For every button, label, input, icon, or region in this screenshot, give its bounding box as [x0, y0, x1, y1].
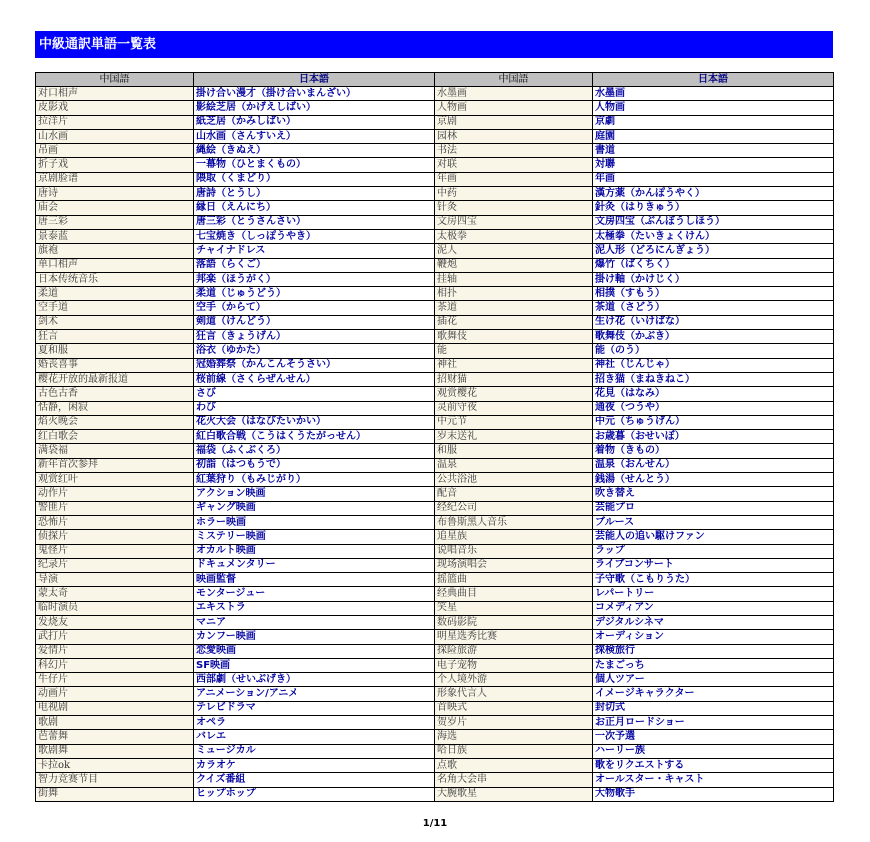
- japanese-term-cell: 邦楽（ほうがく）: [194, 272, 435, 286]
- japanese-term-cell: お正月ロードショー: [593, 716, 834, 730]
- japanese-term-cell: 落語（らくご）: [194, 258, 435, 272]
- table-row: [36, 615, 834, 629]
- japanese-term-cell: 人物画: [593, 101, 834, 115]
- japanese-term-cell: 銭湯（せんとう）: [593, 473, 834, 487]
- chinese-term-cell: 摇篮曲: [435, 573, 593, 587]
- chinese-term-cell: 大腕歌星: [435, 787, 593, 801]
- chinese-term-cell: 樱花开放的最新报道: [36, 372, 194, 386]
- japanese-term-cell: 浴衣（ゆかた）: [194, 344, 435, 358]
- chinese-term-cell: 相扑: [435, 287, 593, 301]
- chinese-term-cell: 招财猫: [435, 372, 593, 386]
- chinese-term-cell: 武打片: [36, 630, 194, 644]
- header-japanese-1: 日本語: [194, 73, 435, 87]
- japanese-term-cell: 山水画（さんすいえ）: [194, 129, 435, 143]
- japanese-term-cell: 子守歌（こもりうた）: [593, 573, 834, 587]
- chinese-term-cell: 哈日族: [435, 744, 593, 758]
- chinese-term-cell: 配音: [435, 487, 593, 501]
- table-row: [36, 773, 834, 787]
- chinese-term-cell: 新年首次参拜: [36, 458, 194, 472]
- chinese-term-cell: 拉洋片: [36, 115, 194, 129]
- table-row: [36, 315, 834, 329]
- table-row: [36, 544, 834, 558]
- chinese-term-cell: 观赏红叶: [36, 473, 194, 487]
- table-row: [36, 330, 834, 344]
- japanese-term-cell: 掛け合い漫才（掛け合いまんざい）: [194, 87, 435, 101]
- japanese-term-cell: オールスター・キャスト: [593, 773, 834, 787]
- chinese-term-cell: 芭蕾舞: [36, 730, 194, 744]
- japanese-term-cell: 相撲（すもう）: [593, 287, 834, 301]
- chinese-term-cell: 形象代言人: [435, 687, 593, 701]
- table-row: [36, 158, 834, 172]
- japanese-term-cell: エキストラ: [194, 601, 435, 615]
- table-row: [36, 658, 834, 672]
- table-row: [36, 558, 834, 572]
- japanese-term-cell: カンフー映画: [194, 630, 435, 644]
- table-row: [36, 716, 834, 730]
- table-row: [36, 387, 834, 401]
- japanese-term-cell: お歳暮（おせいぼ）: [593, 430, 834, 444]
- chinese-term-cell: 首映式: [435, 701, 593, 715]
- japanese-term-cell: オカルト映画: [194, 544, 435, 558]
- japanese-term-cell: 花火大会（はなびたいかい）: [194, 415, 435, 429]
- chinese-term-cell: 皮影戏: [36, 101, 194, 115]
- chinese-term-cell: 动作片: [36, 487, 194, 501]
- japanese-term-cell: 紙芝居（かみしばい）: [194, 115, 435, 129]
- japanese-term-cell: 漢方薬（かんぽうやく）: [593, 187, 834, 201]
- chinese-term-cell: 侦探片: [36, 530, 194, 544]
- chinese-term-cell: 经纪公司: [435, 501, 593, 515]
- chinese-term-cell: 京剧脸谱: [36, 172, 194, 186]
- chinese-term-cell: 点歌: [435, 758, 593, 772]
- table-row: [36, 272, 834, 286]
- japanese-term-cell: レパートリー: [593, 587, 834, 601]
- chinese-term-cell: 水墨画: [435, 87, 593, 101]
- vocabulary-table: [35, 72, 834, 802]
- chinese-term-cell: 歌剧: [36, 716, 194, 730]
- japanese-term-cell: 水墨画: [593, 87, 834, 101]
- chinese-term-cell: 和服: [435, 444, 593, 458]
- chinese-term-cell: 对口相声: [36, 87, 194, 101]
- chinese-term-cell: 书法: [435, 144, 593, 158]
- chinese-term-cell: 红白歌会: [36, 430, 194, 444]
- chinese-term-cell: 园林: [435, 129, 593, 143]
- chinese-term-cell: 唐三彩: [36, 215, 194, 229]
- table-row: [36, 215, 834, 229]
- japanese-term-cell: ハーリー族: [593, 744, 834, 758]
- japanese-term-cell: 花見（はなみ）: [593, 387, 834, 401]
- japanese-term-cell: 針灸（はりきゅう）: [593, 201, 834, 215]
- chinese-term-cell: 海选: [435, 730, 593, 744]
- table-row: [36, 87, 834, 101]
- chinese-term-cell: 笑星: [435, 601, 593, 615]
- table-row: [36, 587, 834, 601]
- table-body: [36, 87, 834, 802]
- chinese-term-cell: 茶道: [435, 301, 593, 315]
- japanese-term-cell: わび: [194, 401, 435, 415]
- chinese-term-cell: 说唱音乐: [435, 544, 593, 558]
- japanese-term-cell: イメージキャラクター: [593, 687, 834, 701]
- japanese-term-cell: アクション映画: [194, 487, 435, 501]
- japanese-term-cell: 吹き替え: [593, 487, 834, 501]
- japanese-term-cell: ミュージカル: [194, 744, 435, 758]
- chinese-term-cell: 发烧友: [36, 615, 194, 629]
- japanese-term-cell: 個人ツアー: [593, 673, 834, 687]
- japanese-term-cell: 芸能プロ: [593, 501, 834, 515]
- chinese-term-cell: 神社: [435, 358, 593, 372]
- japanese-term-cell: 初詣（はつもうで）: [194, 458, 435, 472]
- chinese-term-cell: 爱情片: [36, 644, 194, 658]
- chinese-term-cell: 观赏樱花: [435, 387, 593, 401]
- table-row: [36, 201, 834, 215]
- table-row: [36, 444, 834, 458]
- chinese-term-cell: 折子戏: [36, 158, 194, 172]
- chinese-term-cell: 太极拳: [435, 229, 593, 243]
- chinese-term-cell: 探险旅游: [435, 644, 593, 658]
- table-row: [36, 458, 834, 472]
- japanese-term-cell: 能（のう）: [593, 344, 834, 358]
- chinese-term-cell: 鬼怪片: [36, 544, 194, 558]
- japanese-term-cell: 芸能人の追い駆けファン: [593, 530, 834, 544]
- table-row: [36, 630, 834, 644]
- japanese-term-cell: 冠婚葬祭（かんこんそうさい）: [194, 358, 435, 372]
- japanese-term-cell: 狂言（きょうげん）: [194, 330, 435, 344]
- table-row: [36, 115, 834, 129]
- japanese-term-cell: 桜前線（さくらぜんせん）: [194, 372, 435, 386]
- chinese-term-cell: 对联: [435, 158, 593, 172]
- chinese-term-cell: 公共浴池: [435, 473, 593, 487]
- header-japanese-2: 日本語: [593, 73, 834, 87]
- japanese-term-cell: 影絵芝居（かげえしばい）: [194, 101, 435, 115]
- chinese-term-cell: 科幻片: [36, 658, 194, 672]
- chinese-term-cell: 婚丧喜事: [36, 358, 194, 372]
- japanese-term-cell: たまごっち: [593, 658, 834, 672]
- japanese-term-cell: 唐三彩（とうさんさい）: [194, 215, 435, 229]
- chinese-term-cell: 年画: [435, 172, 593, 186]
- japanese-term-cell: ドキュメンタリー: [194, 558, 435, 572]
- japanese-term-cell: 紅白歌合戦（こうはくうたがっせん）: [194, 430, 435, 444]
- table-row: [36, 129, 834, 143]
- chinese-term-cell: 名角大会串: [435, 773, 593, 787]
- japanese-term-cell: 恋愛映画: [194, 644, 435, 658]
- chinese-term-cell: 庙会: [36, 201, 194, 215]
- japanese-term-cell: ラップ: [593, 544, 834, 558]
- chinese-term-cell: 夏和服: [36, 344, 194, 358]
- chinese-term-cell: 恐怖片: [36, 515, 194, 529]
- chinese-term-cell: 针灸: [435, 201, 593, 215]
- table-row: [36, 144, 834, 158]
- japanese-term-cell: ギャング映画: [194, 501, 435, 515]
- japanese-term-cell: 七宝焼き（しっぽうやき）: [194, 229, 435, 243]
- japanese-term-cell: 神社（じんじゃ）: [593, 358, 834, 372]
- japanese-term-cell: 爆竹（ばくちく）: [593, 258, 834, 272]
- japanese-term-cell: ライブコンサート: [593, 558, 834, 572]
- chinese-term-cell: 中药: [435, 187, 593, 201]
- chinese-term-cell: 岁末送礼: [435, 430, 593, 444]
- chinese-term-cell: 灵前守夜: [435, 401, 593, 415]
- table-row: [36, 744, 834, 758]
- chinese-term-cell: 警匪片: [36, 501, 194, 515]
- chinese-term-cell: 空手道: [36, 301, 194, 315]
- chinese-term-cell: 街舞: [36, 787, 194, 801]
- japanese-term-cell: オペラ: [194, 716, 435, 730]
- chinese-term-cell: 追星族: [435, 530, 593, 544]
- chinese-term-cell: 电子宠物: [435, 658, 593, 672]
- japanese-term-cell: ホラー映画: [194, 515, 435, 529]
- table-row: [36, 473, 834, 487]
- table-row: [36, 601, 834, 615]
- header-chinese-1: 中国語: [36, 73, 194, 87]
- japanese-term-cell: 文房四宝（ぶんぼうしほう）: [593, 215, 834, 229]
- japanese-term-cell: バレエ: [194, 730, 435, 744]
- table-row: [36, 287, 834, 301]
- japanese-term-cell: 縁日（えんにち）: [194, 201, 435, 215]
- chinese-term-cell: 剑术: [36, 315, 194, 329]
- chinese-term-cell: 纪录片: [36, 558, 194, 572]
- chinese-term-cell: 数码影院: [435, 615, 593, 629]
- japanese-term-cell: 太極拳（たいきょくけん）: [593, 229, 834, 243]
- chinese-term-cell: 温泉: [435, 458, 593, 472]
- header-chinese-2: 中国語: [435, 73, 593, 87]
- japanese-term-cell: デジタルシネマ: [593, 615, 834, 629]
- japanese-term-cell: 封切式: [593, 701, 834, 715]
- chinese-term-cell: 明星选秀比赛: [435, 630, 593, 644]
- japanese-term-cell: 庭園: [593, 129, 834, 143]
- japanese-term-cell: 西部劇（せいぶげき）: [194, 673, 435, 687]
- chinese-term-cell: 山水画: [36, 129, 194, 143]
- chinese-term-cell: 歌剧舞: [36, 744, 194, 758]
- japanese-term-cell: 京劇: [593, 115, 834, 129]
- table-row: [36, 758, 834, 772]
- table-row: [36, 730, 834, 744]
- japanese-term-cell: ヒップホップ: [194, 787, 435, 801]
- japanese-term-cell: カラオケ: [194, 758, 435, 772]
- chinese-term-cell: 焰火晚会: [36, 415, 194, 429]
- table-header-row: [36, 73, 834, 87]
- japanese-term-cell: SF映画: [194, 658, 435, 672]
- table-row: [36, 501, 834, 515]
- japanese-term-cell: マニア: [194, 615, 435, 629]
- chinese-term-cell: 导演: [36, 573, 194, 587]
- japanese-term-cell: 映画監督: [194, 573, 435, 587]
- japanese-term-cell: テレビドラマ: [194, 701, 435, 715]
- table-row: [36, 530, 834, 544]
- chinese-term-cell: 狂言: [36, 330, 194, 344]
- chinese-term-cell: 卡拉ok: [36, 758, 194, 772]
- japanese-term-cell: 通夜（つうや）: [593, 401, 834, 415]
- japanese-term-cell: 掛け軸（かけじく）: [593, 272, 834, 286]
- japanese-term-cell: チャイナドレス: [194, 244, 435, 258]
- japanese-term-cell: 招き猫（まねきねこ）: [593, 372, 834, 386]
- chinese-term-cell: 布鲁斯黑人音乐: [435, 515, 593, 529]
- japanese-term-cell: 歌舞伎（かぶき）: [593, 330, 834, 344]
- table-row: [36, 644, 834, 658]
- table-row: [36, 701, 834, 715]
- japanese-term-cell: 対聯: [593, 158, 834, 172]
- chinese-term-cell: 满袋福: [36, 444, 194, 458]
- japanese-term-cell: 一次予選: [593, 730, 834, 744]
- japanese-term-cell: 書道: [593, 144, 834, 158]
- chinese-term-cell: 文房四宝: [435, 215, 593, 229]
- japanese-term-cell: 歌をリクエストする: [593, 758, 834, 772]
- table-row: [36, 229, 834, 243]
- japanese-term-cell: 生け花（いけばな）: [593, 315, 834, 329]
- japanese-term-cell: コメディアン: [593, 601, 834, 615]
- chinese-term-cell: 泥人: [435, 244, 593, 258]
- japanese-term-cell: 茶道（さどう）: [593, 301, 834, 315]
- chinese-term-cell: 个人境外游: [435, 673, 593, 687]
- table-row: [36, 687, 834, 701]
- japanese-term-cell: オーディション: [593, 630, 834, 644]
- table-row: [36, 372, 834, 386]
- japanese-term-cell: 着物（きもの）: [593, 444, 834, 458]
- chinese-term-cell: 景泰蓝: [36, 229, 194, 243]
- chinese-term-cell: 柔道: [36, 287, 194, 301]
- table-row: [36, 673, 834, 687]
- chinese-term-cell: 动画片: [36, 687, 194, 701]
- japanese-term-cell: 剣道（けんどう）: [194, 315, 435, 329]
- japanese-term-cell: 唐詩（とうし）: [194, 187, 435, 201]
- chinese-term-cell: 牛仔片: [36, 673, 194, 687]
- table-row: [36, 487, 834, 501]
- chinese-term-cell: 中元节: [435, 415, 593, 429]
- page-number: 1/11: [422, 818, 448, 829]
- chinese-term-cell: 恬静，闲寂: [36, 401, 194, 415]
- chinese-term-cell: 经典曲目: [435, 587, 593, 601]
- japanese-term-cell: アニメーション/アニメ: [194, 687, 435, 701]
- japanese-term-cell: 温泉（おんせん）: [593, 458, 834, 472]
- table-row: [36, 573, 834, 587]
- japanese-term-cell: ミステリー映画: [194, 530, 435, 544]
- table-row: [36, 401, 834, 415]
- japanese-term-cell: 縄絵（きぬえ）: [194, 144, 435, 158]
- japanese-term-cell: 一幕物（ひとまくもの）: [194, 158, 435, 172]
- chinese-term-cell: 贺岁片: [435, 716, 593, 730]
- japanese-term-cell: 福袋（ふくぶくろ）: [194, 444, 435, 458]
- table-row: [36, 415, 834, 429]
- chinese-term-cell: 电视剧: [36, 701, 194, 715]
- chinese-term-cell: 人物画: [435, 101, 593, 115]
- chinese-term-cell: 日本传统音乐: [36, 272, 194, 286]
- chinese-term-cell: 古色古香: [36, 387, 194, 401]
- table-row: [36, 258, 834, 272]
- japanese-term-cell: 年画: [593, 172, 834, 186]
- chinese-term-cell: 歌舞伎: [435, 330, 593, 344]
- japanese-term-cell: 泥人形（どろにんぎょう）: [593, 244, 834, 258]
- japanese-term-cell: 大物歌手: [593, 787, 834, 801]
- table-row: [36, 301, 834, 315]
- chinese-term-cell: 单口相声: [36, 258, 194, 272]
- japanese-term-cell: クイズ番組: [194, 773, 435, 787]
- page-title: 中級通訳単語一覧表: [35, 31, 833, 58]
- chinese-term-cell: 智力竞赛节目: [36, 773, 194, 787]
- japanese-term-cell: ブルース: [593, 515, 834, 529]
- japanese-term-cell: 柔道（じゅうどう）: [194, 287, 435, 301]
- japanese-term-cell: 隈取（くまどり）: [194, 172, 435, 186]
- table-row: [36, 430, 834, 444]
- chinese-term-cell: 吊画: [36, 144, 194, 158]
- table-row: [36, 344, 834, 358]
- japanese-term-cell: 空手（からて）: [194, 301, 435, 315]
- table-row: [36, 172, 834, 186]
- japanese-term-cell: さび: [194, 387, 435, 401]
- chinese-term-cell: 插花: [435, 315, 593, 329]
- chinese-term-cell: 挂轴: [435, 272, 593, 286]
- japanese-term-cell: モンタージュー: [194, 587, 435, 601]
- japanese-term-cell: 探検旅行: [593, 644, 834, 658]
- table-row: [36, 187, 834, 201]
- chinese-term-cell: 唐诗: [36, 187, 194, 201]
- japanese-term-cell: 紅葉狩り（もみじがり）: [194, 473, 435, 487]
- chinese-term-cell: 能: [435, 344, 593, 358]
- chinese-term-cell: 京剧: [435, 115, 593, 129]
- chinese-term-cell: 旗袍: [36, 244, 194, 258]
- table-row: [36, 244, 834, 258]
- chinese-term-cell: 现场演唱会: [435, 558, 593, 572]
- chinese-term-cell: 临时演员: [36, 601, 194, 615]
- chinese-term-cell: 蒙太奇: [36, 587, 194, 601]
- table-row: [36, 101, 834, 115]
- chinese-term-cell: 鞭炮: [435, 258, 593, 272]
- table-row: [36, 515, 834, 529]
- table-row: [36, 358, 834, 372]
- japanese-term-cell: 中元（ちゅうげん）: [593, 415, 834, 429]
- table-row: [36, 787, 834, 801]
